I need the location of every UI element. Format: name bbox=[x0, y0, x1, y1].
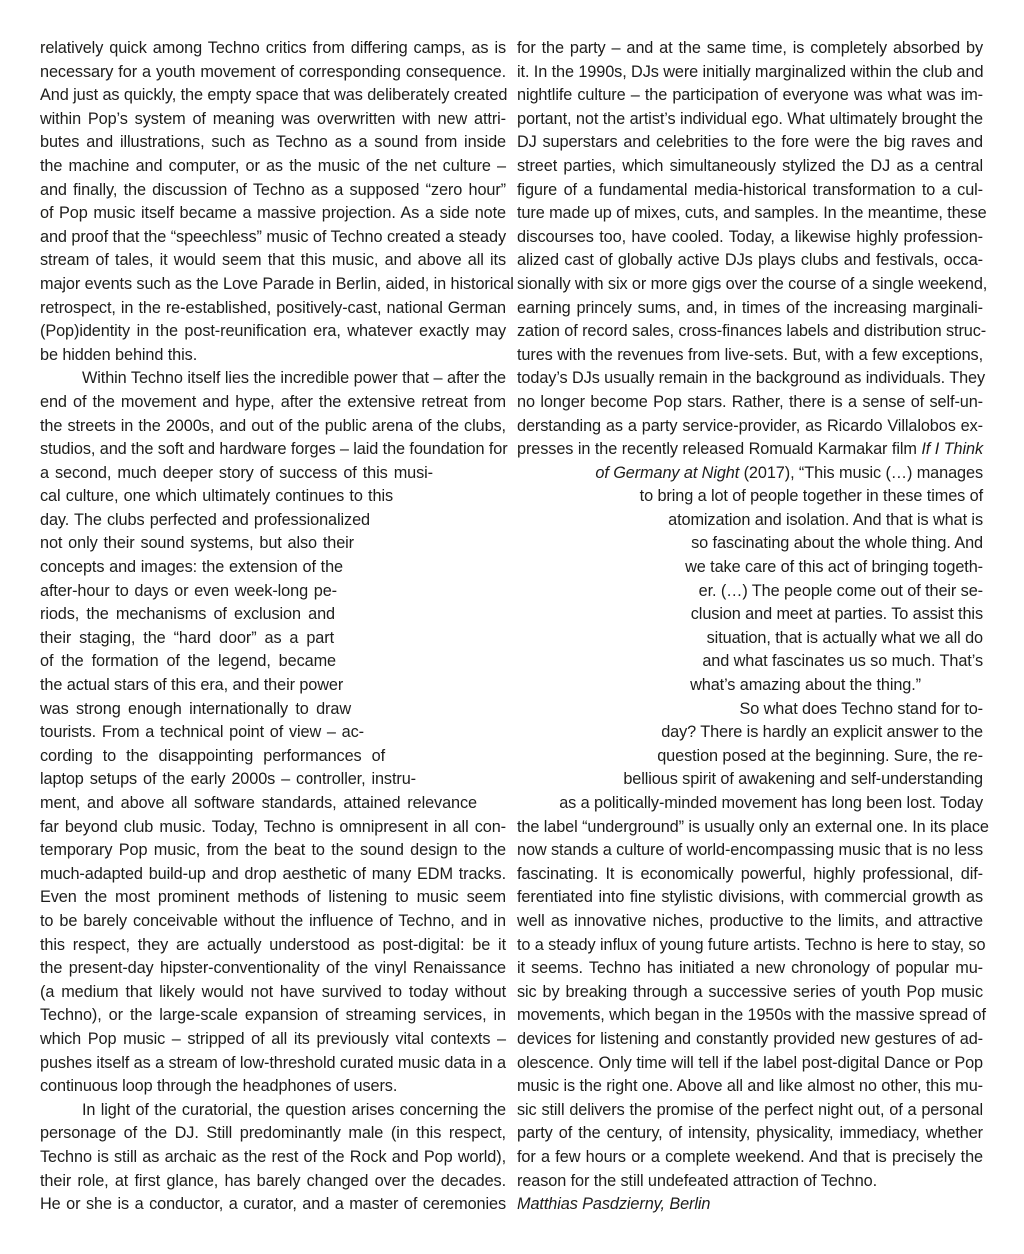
right-column-line bbox=[517, 179, 983, 203]
line-text: tourists. From a technical point of view – ac- bbox=[40, 723, 364, 742]
line-text: fascinating. It is economically powerful, highly professional, dif- bbox=[517, 864, 983, 883]
line-text: day. The clubs perfected and professionalized bbox=[40, 510, 370, 529]
line-text: not only their sound systems, but also their bbox=[40, 534, 354, 553]
line-text: to a steady influx of young future artists. Techno is here to stay, so bbox=[517, 935, 986, 954]
right-column-line bbox=[517, 792, 983, 816]
line-text: street parties, which simultaneously stylized the DJ as a central bbox=[517, 156, 983, 175]
left-column-line bbox=[40, 745, 385, 769]
left-column-line bbox=[40, 344, 506, 368]
line-text: Even the most prominent methods of listening to music seem bbox=[40, 888, 506, 907]
line-text: concepts and images: the extension of the bbox=[40, 558, 343, 577]
right-column-line bbox=[517, 674, 983, 698]
left-column-line bbox=[40, 981, 506, 1005]
left-column-line bbox=[40, 108, 506, 132]
right-column-line bbox=[517, 226, 983, 250]
left-column-line bbox=[40, 1146, 506, 1170]
left-column-line bbox=[40, 556, 343, 580]
right-column-line bbox=[517, 650, 983, 674]
right-column-line bbox=[517, 981, 983, 1005]
right-column-line bbox=[517, 745, 983, 769]
left-column-line bbox=[40, 1004, 506, 1028]
right-column-line bbox=[517, 603, 983, 627]
left-column-line bbox=[40, 674, 342, 698]
line-text: to be barely conceivable without the influence of Techno, and in bbox=[40, 911, 506, 930]
italic-text: If I Think bbox=[921, 440, 983, 459]
line-text: presses in the recently released Romuald Karmakar film bbox=[517, 440, 922, 459]
right-column-line bbox=[517, 839, 983, 863]
right-column-line bbox=[517, 721, 983, 745]
left-column-line bbox=[40, 532, 354, 556]
line-text: Techno), or the large-scale expansion of streaming services, in bbox=[40, 1006, 506, 1025]
line-text: well as innovative niches, productive to the limits, and attractive bbox=[517, 911, 983, 930]
line-text: now stands a culture of world-encompassing music that is no less bbox=[517, 841, 983, 860]
line-text: it. In the 1990s, DJs were initially marginalized within the club and bbox=[517, 62, 984, 81]
right-column-line bbox=[517, 886, 983, 910]
line-text: party of the century, of intensity, physicality, immediacy, whether bbox=[517, 1124, 983, 1143]
line-text: their role, at first glance, has barely changed over the decades. bbox=[40, 1171, 506, 1190]
line-text: laptop setups of the early 2000s – controller, instru- bbox=[40, 770, 416, 789]
line-text: movements, which began in the 1950s with the massive spread of bbox=[517, 1006, 986, 1025]
line-text: was strong enough internationally to draw bbox=[40, 699, 351, 718]
left-column-line bbox=[40, 957, 506, 981]
line-text: bellious spirit of awakening and self-understanding bbox=[623, 770, 983, 789]
right-column-line bbox=[517, 37, 983, 61]
right-column-line bbox=[517, 202, 987, 226]
line-text: as a politically-minded movement has long been lost. Today bbox=[559, 794, 983, 812]
line-text: day? There is hardly an explicit answer to the bbox=[661, 723, 983, 742]
line-text: cal culture, one which ultimately continues to this bbox=[40, 487, 393, 506]
line-text: studios, and the soft and hardware forges – laid the foundation for bbox=[40, 440, 508, 459]
line-text: the label “underground” is usually only an external one. In its place bbox=[517, 817, 989, 836]
line-text: no longer become Pop stars. Rather, there is a sense of self-un- bbox=[517, 392, 983, 411]
left-column-line bbox=[40, 249, 506, 273]
line-text: Within Techno itself lies the incredible power that – after the bbox=[82, 369, 506, 388]
text-column-left bbox=[40, 37, 514, 1217]
line-text: (2017), “This music (…) manages bbox=[739, 463, 983, 482]
line-text: the machine and computer, or as the music of the net culture – bbox=[40, 156, 506, 175]
right-column-line bbox=[517, 580, 983, 604]
line-text: continuous loop through the headphones of users. bbox=[40, 1077, 398, 1096]
line-text: and proof that the “speechless” music of Techno created a steady bbox=[40, 227, 506, 246]
left-column-line bbox=[40, 580, 337, 604]
right-column-line bbox=[517, 320, 987, 344]
line-text: sic still delivers the promise of the perfect night out, of a personal bbox=[517, 1100, 983, 1119]
right-column-line bbox=[517, 1004, 986, 1028]
left-column-line bbox=[40, 934, 506, 958]
left-column-line bbox=[40, 131, 506, 155]
right-column-line bbox=[517, 627, 983, 651]
line-text: clusion and meet at parties. To assist this bbox=[690, 605, 983, 624]
line-text: stream of tales, it would seem that this music, and above all its bbox=[40, 251, 506, 270]
line-text: after-hour to days or even week-long pe- bbox=[40, 581, 337, 600]
right-column-line bbox=[517, 485, 983, 509]
right-column-line bbox=[517, 249, 983, 273]
left-column-line bbox=[40, 910, 506, 934]
right-column-line bbox=[517, 438, 983, 462]
line-text: situation, that is actually what we all do bbox=[706, 628, 983, 647]
line-text: earning princely sums, and, in times of the increasing marginali- bbox=[517, 298, 983, 317]
left-column-line bbox=[40, 155, 506, 179]
left-column-line bbox=[40, 1122, 506, 1146]
left-column-line bbox=[40, 202, 506, 226]
right-column-line bbox=[517, 1052, 983, 1076]
line-text: the actual stars of this era, and their power bbox=[40, 676, 344, 695]
right-column-line bbox=[517, 1122, 983, 1146]
line-text: personage of the DJ. Still predominantly male (in this respect, bbox=[40, 1124, 506, 1143]
line-text: today’s DJs usually remain in the background as individuals. They bbox=[517, 369, 986, 388]
right-column-line bbox=[517, 462, 983, 486]
right-column-line bbox=[517, 108, 983, 132]
line-text: of the formation of the legend, became bbox=[40, 652, 336, 671]
line-text: reason for the still undefeated attraction of Techno. bbox=[517, 1171, 878, 1190]
right-column-line bbox=[517, 768, 983, 792]
left-column-line bbox=[40, 509, 370, 533]
line-text: sionally with six or more gigs over the course of a single weekend, bbox=[517, 274, 988, 293]
left-column-line bbox=[40, 273, 514, 297]
left-column-line bbox=[40, 839, 506, 863]
right-column-line bbox=[517, 532, 983, 556]
line-text: and what fascinates us so much. That’s bbox=[702, 652, 983, 671]
right-column-line bbox=[517, 344, 983, 368]
line-text: within Pop’s system of meaning was overwritten with new attri- bbox=[40, 109, 506, 128]
left-column-line bbox=[40, 1075, 506, 1099]
left-column-line bbox=[40, 1099, 506, 1123]
line-text: the present-day hipster-conventionality of the vinyl Renaissance bbox=[40, 959, 506, 978]
line-text: relatively quick among Techno critics from differing camps, as is bbox=[40, 39, 506, 57]
right-column-line bbox=[517, 297, 983, 321]
left-column-line bbox=[40, 650, 336, 674]
line-text: ferentiated into fine stylistic divisions, with commercial growth as bbox=[517, 888, 983, 907]
line-text: derstanding as a party service-provider, as Ricardo Villalobos ex- bbox=[517, 416, 983, 435]
line-text: riods, the mechanisms of exclusion and bbox=[40, 605, 335, 624]
right-column-line bbox=[517, 863, 983, 887]
line-text: question posed at the beginning. Sure, the re- bbox=[657, 746, 983, 765]
line-text: much-adapted build-up and drop aesthetic of many EDM tracks. bbox=[40, 864, 506, 883]
left-column-line bbox=[40, 415, 506, 439]
line-text: temporary Pop music, from the beat to the sound design to the bbox=[40, 841, 506, 860]
line-text: sic by breaking through a successive series of youth Pop music bbox=[517, 982, 983, 1001]
line-text: devices for listening and constantly provided new gestures of ad- bbox=[517, 1029, 983, 1048]
line-text: DJ superstars and celebrities to the fore were the big raves and bbox=[517, 133, 983, 152]
right-column-line bbox=[517, 1146, 983, 1170]
right-column-line bbox=[517, 391, 983, 415]
line-text: so fascinating about the whole thing. And bbox=[691, 534, 983, 553]
left-column-line bbox=[40, 226, 506, 250]
right-column-line bbox=[517, 84, 983, 108]
line-text: er. (…) The people come out of their se- bbox=[698, 581, 983, 600]
right-column-line bbox=[517, 415, 983, 439]
left-column-line bbox=[40, 768, 416, 792]
left-column-line bbox=[40, 37, 506, 61]
left-column-line bbox=[40, 320, 506, 344]
line-text: far beyond club music. Today, Techno is omnipresent in all con- bbox=[40, 817, 506, 836]
right-column-line bbox=[517, 509, 983, 533]
left-column-line bbox=[40, 1028, 506, 1052]
line-text: for the party – and at the same time, is completely absorbed by bbox=[517, 39, 983, 57]
left-column-line bbox=[40, 1170, 506, 1194]
right-column-line bbox=[517, 1099, 983, 1123]
left-column-line bbox=[40, 485, 393, 509]
right-column-line bbox=[517, 131, 983, 155]
line-text: be hidden behind this. bbox=[40, 345, 198, 364]
line-text: cording to the disappointing performances of bbox=[40, 746, 385, 765]
line-text: to bring a lot of people together in these times of bbox=[639, 487, 983, 506]
line-text: for a few hours or a complete weekend. And that is precisely the bbox=[517, 1147, 983, 1166]
right-column-line bbox=[517, 1193, 983, 1217]
line-text: a second, much deeper story of success of this musi- bbox=[40, 463, 433, 482]
line-text: atomization and isolation. And that is what is bbox=[668, 510, 983, 529]
line-text: and finally, the discussion of Techno as a supposed “zero hour” bbox=[40, 180, 506, 199]
right-column-line bbox=[517, 1075, 983, 1099]
left-column-line bbox=[40, 886, 506, 910]
line-text: which Pop music – stripped of all its previously vital contexts – bbox=[40, 1029, 506, 1048]
left-column-line bbox=[40, 438, 506, 462]
line-text: zation of record sales, cross-finances labels and distribution struc- bbox=[517, 322, 987, 341]
line-text: it seems. Techno has initiated a new chronology of popular mu- bbox=[517, 959, 983, 978]
left-column-line bbox=[40, 603, 335, 627]
line-text: (Pop)identity in the post-reunification era, whatever exactly may bbox=[40, 322, 506, 341]
right-column-line bbox=[517, 957, 983, 981]
right-column-line bbox=[517, 61, 983, 85]
left-column-line bbox=[40, 297, 506, 321]
line-text: olescence. Only time will tell if the label post-digital Dance or Pop bbox=[517, 1053, 983, 1072]
line-text: He or she is a conductor, a curator, and a master of ceremonies bbox=[40, 1195, 506, 1214]
line-text: necessary for a youth movement of corresponding consequence. bbox=[40, 62, 506, 81]
left-column-line bbox=[40, 721, 364, 745]
left-column-line bbox=[40, 792, 477, 816]
line-text: major events such as the Love Parade in Berlin, aided, in historical bbox=[40, 274, 514, 293]
italic-text: of Germany at Night bbox=[595, 463, 740, 482]
left-column-line bbox=[40, 816, 506, 840]
right-column-line bbox=[517, 367, 986, 391]
right-column-line bbox=[517, 556, 983, 580]
line-text: butes and illustrations, such as Techno as a sound from inside bbox=[40, 133, 506, 152]
line-text: portant, not the artist’s individual ego. What ultimately brought the bbox=[517, 109, 983, 128]
left-column-line bbox=[40, 84, 506, 108]
italic-text: Matthias Pasdzierny, Berlin bbox=[517, 1195, 711, 1214]
right-column-line bbox=[517, 1170, 983, 1194]
line-text: discourses too, have cooled. Today, a likewise highly profession- bbox=[517, 227, 983, 246]
right-column-line bbox=[517, 816, 989, 840]
right-column-line bbox=[517, 273, 988, 297]
line-text: pushes itself as a stream of low-threshold curated music data in a bbox=[40, 1053, 506, 1072]
right-column-line bbox=[517, 155, 983, 179]
line-text: alized cast of globally active DJs plays clubs and festivals, occa- bbox=[517, 251, 983, 270]
left-column-line bbox=[40, 367, 506, 391]
line-text: figure of a fundamental media-historical transformation to a cul- bbox=[517, 180, 983, 199]
line-text: ment, and above all software standards, attained relevance bbox=[40, 794, 477, 812]
line-text: end of the movement and hype, after the extensive retreat from bbox=[40, 392, 506, 411]
left-column-line bbox=[40, 61, 506, 85]
line-text: the streets in the 2000s, and out of the public arena of the clubs, bbox=[40, 416, 506, 435]
line-text: this respect, they are actually understood as post-digital: be it bbox=[40, 935, 506, 954]
left-column-line bbox=[40, 1193, 506, 1217]
right-column-line bbox=[517, 698, 983, 722]
line-text: Techno is still as archaic as the rest of the Rock and Pop world), bbox=[40, 1147, 506, 1166]
left-column-line bbox=[40, 698, 351, 722]
text-column-right bbox=[517, 37, 989, 1217]
left-column-line bbox=[40, 627, 334, 651]
left-column-line bbox=[40, 462, 433, 486]
left-column-line bbox=[40, 863, 506, 887]
line-text: nightlife culture – the participation of everyone was what was im- bbox=[517, 86, 983, 105]
line-text: music is the right one. Above all and like almost no other, this mu- bbox=[517, 1077, 983, 1096]
line-text: So what does Techno stand for to- bbox=[739, 699, 983, 718]
left-column-line bbox=[40, 179, 506, 203]
line-text: tures with the revenues from live-sets. But, with a few exceptions, bbox=[517, 345, 983, 364]
line-text: their staging, the “hard door” as a part bbox=[40, 628, 334, 647]
line-text: what’s amazing about the thing.” bbox=[690, 676, 921, 695]
left-column-line bbox=[40, 391, 506, 415]
right-column-line bbox=[517, 1028, 983, 1052]
line-text: In light of the curatorial, the question arises concerning the bbox=[82, 1100, 506, 1119]
right-column-line bbox=[517, 934, 986, 958]
line-text: ture made up of mixes, cuts, and samples. In the meantime, these bbox=[517, 204, 987, 223]
line-text: we take care of this act of bringing togeth- bbox=[685, 558, 983, 577]
line-text: And just as quickly, the empty space that was deliberately created bbox=[40, 86, 508, 105]
line-text: of Pop music itself became a massive projection. As a side note bbox=[40, 204, 506, 223]
left-column-line bbox=[40, 1052, 506, 1076]
line-text: (a medium that likely would not have survived to today without bbox=[40, 982, 506, 1001]
line-text: retrospect, in the re-established, positively-cast, national German bbox=[40, 298, 506, 317]
right-column-line bbox=[517, 910, 983, 934]
